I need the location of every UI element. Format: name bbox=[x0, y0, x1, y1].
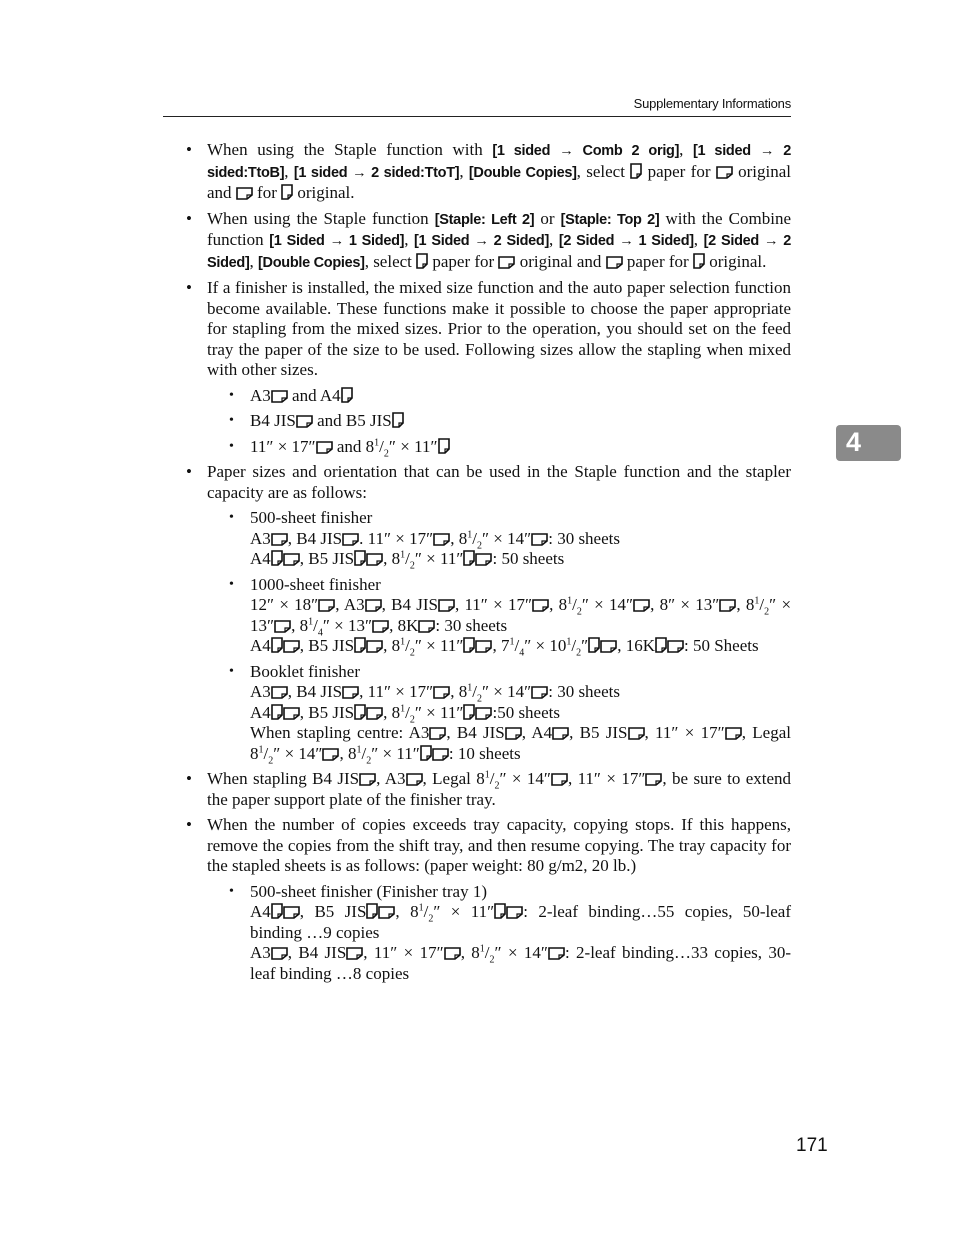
chapter-number: 4 bbox=[846, 427, 862, 457]
text-run: : 30 sheets bbox=[435, 615, 508, 635]
landscape-paper-icon bbox=[475, 553, 492, 566]
portrait-paper-icon bbox=[354, 550, 366, 566]
text-run: A3 bbox=[250, 528, 271, 548]
key-staple-top-2: [Staple: Top 2] bbox=[560, 211, 660, 228]
text-run: ″ × 11″ bbox=[414, 702, 464, 722]
portrait-paper-icon bbox=[494, 903, 506, 919]
landscape-paper-icon bbox=[283, 553, 300, 566]
landscape-paper-icon bbox=[505, 727, 522, 740]
fraction-denominator: 4 bbox=[519, 647, 525, 659]
text-run: , bbox=[249, 251, 259, 271]
fraction-numerator: 1 bbox=[566, 636, 572, 648]
landscape-paper-icon bbox=[418, 620, 435, 633]
fraction-numerator: 1 bbox=[400, 549, 406, 561]
section-title: Supplementary Informations bbox=[633, 96, 791, 111]
fraction-numerator: 1 bbox=[567, 595, 573, 607]
text-run: , 8 bbox=[549, 595, 568, 614]
fraction-denominator: 2 bbox=[409, 560, 415, 572]
text-run: ″ × 14″ bbox=[273, 743, 323, 763]
portrait-paper-icon bbox=[416, 253, 428, 269]
text-run: When stapling B4 JIS bbox=[207, 769, 360, 788]
text-run: : 50 sheets bbox=[492, 549, 565, 568]
text-run: ″ × 11″ bbox=[388, 436, 438, 456]
text-run: , bbox=[693, 230, 704, 249]
landscape-paper-icon bbox=[532, 599, 549, 612]
text-run: , Legal 8 bbox=[422, 769, 485, 788]
note-mixed-size bbox=[186, 278, 791, 457]
text-run: , B4 JIS bbox=[287, 943, 347, 962]
text-run: A4 bbox=[250, 636, 271, 655]
text-run: A4 bbox=[250, 702, 271, 722]
text-run: , 8 bbox=[291, 615, 309, 635]
text-run: A4 , B5 JIS , $8^1/_2'' \times 11''$ , $7^1/_4'' \times 10^1/_2''$ , 16K : 50 Sheets bbox=[250, 636, 759, 659]
fraction-denominator: 2 bbox=[489, 954, 495, 966]
landscape-paper-icon bbox=[432, 748, 449, 761]
text-run: , 8 bbox=[383, 549, 401, 568]
text-run: , 7 bbox=[492, 636, 510, 655]
landscape-paper-icon bbox=[433, 686, 450, 699]
text-run: A3 bbox=[250, 943, 271, 962]
fraction-numerator: 1 bbox=[374, 436, 380, 448]
fraction-denominator: 2 bbox=[409, 647, 415, 659]
text-run: , 8 bbox=[450, 528, 468, 548]
text-run: , B5 JIS bbox=[299, 636, 355, 655]
text-run: • 500-sheet finisher bbox=[250, 508, 373, 527]
text-run: and A4 bbox=[287, 385, 341, 405]
landscape-paper-icon bbox=[322, 748, 339, 761]
fraction-numerator: 1 bbox=[418, 902, 424, 914]
text-run: , B4 JIS bbox=[287, 682, 343, 701]
landscape-paper-icon bbox=[531, 686, 548, 699]
landscape-paper-icon bbox=[372, 620, 389, 633]
landscape-paper-icon bbox=[606, 256, 623, 269]
portrait-paper-icon bbox=[588, 637, 600, 653]
landscape-paper-icon bbox=[271, 686, 288, 699]
text-run: , select bbox=[364, 251, 417, 271]
text-run: and 8 bbox=[332, 436, 375, 456]
text-run: , B5 JIS bbox=[569, 723, 628, 742]
text-run: , 11″ × 17″ bbox=[359, 682, 434, 701]
text-run: 12″ × 18″ , A3 , B4 JIS , 11″ × 17″ , $8^1/_2'' \times 14''$ , 8″ × 13″ , $8^1/_2'' \times 13''$ , $8^1/_4'' \times 13''$ , 8K : 30 sheets bbox=[250, 595, 792, 638]
text-run: , 8 bbox=[395, 902, 419, 921]
fraction-denominator: 2 bbox=[409, 713, 415, 725]
text-run: If a finisher is installed, the mixed size function and the auto paper selection function become available. These functions make it possible to choose the paper appropriate for stapling from the mixed sizes. Prior to the operation, you should set on the feed tray the paper of the size to be used. Following sizes allow the stapling when mixed with other sizes. bbox=[207, 278, 791, 379]
fraction-denominator: 2 bbox=[476, 693, 482, 705]
text-run bbox=[207, 882, 791, 985]
text-run: , bbox=[549, 230, 559, 249]
text-run: Paper sizes and orientation that can be used in the Staple function and the stapler capacity are as follows: bbox=[207, 462, 791, 502]
text-run: • 1000-sheet finisher bbox=[250, 574, 381, 594]
landscape-paper-icon bbox=[296, 415, 313, 428]
portrait-paper-icon bbox=[420, 745, 432, 761]
landscape-paper-icon bbox=[433, 533, 450, 546]
text-run: : 30 sheets bbox=[548, 528, 620, 548]
text-run: , bbox=[284, 161, 294, 181]
fraction-numerator: 1 bbox=[400, 636, 406, 648]
landscape-paper-icon bbox=[318, 599, 335, 612]
fraction-numerator: 1 bbox=[754, 595, 760, 607]
text-run: , 8K bbox=[389, 615, 419, 635]
landscape-paper-icon bbox=[438, 599, 455, 612]
fraction-denominator: 4 bbox=[317, 626, 323, 638]
landscape-paper-icon bbox=[406, 773, 423, 786]
text-run: , 8 bbox=[383, 702, 401, 722]
key-double-copies: [Double Copies] bbox=[468, 164, 577, 181]
text-run: ″ × 14″ bbox=[499, 769, 551, 788]
text-run: : 2-leaf binding…55 copies, 50-leaf binding …9 copies bbox=[250, 902, 791, 942]
text-run: , bbox=[459, 161, 469, 181]
landscape-paper-icon bbox=[475, 640, 492, 653]
note-support-plate: • When stapling B4 JIS , A3 , Legal $8^1/_2'' \times 14''$ , 11″ × 17″ , be sure to extend the paper support plate of the finisher tray. bbox=[186, 769, 791, 810]
mixed-size-item bbox=[229, 386, 791, 407]
landscape-paper-icon bbox=[716, 166, 733, 179]
text-run: paper for bbox=[642, 161, 716, 181]
page-header bbox=[163, 96, 791, 117]
text-run: B4 JIS bbox=[250, 411, 296, 430]
text-run: original. bbox=[293, 183, 355, 202]
text-run: original and bbox=[515, 251, 606, 271]
text-run: A3 bbox=[250, 385, 271, 405]
fraction-numerator: 1 bbox=[484, 769, 490, 781]
text-run: ″ × 11″ bbox=[414, 549, 464, 568]
text-run: , B5 JIS bbox=[299, 902, 367, 921]
portrait-paper-icon bbox=[655, 637, 667, 653]
text-run: paper for bbox=[622, 251, 693, 271]
text-run: ″ × 14″ bbox=[581, 595, 634, 614]
text-run: , A3 bbox=[335, 595, 365, 614]
text-run: A3 bbox=[250, 682, 271, 701]
portrait-paper-icon bbox=[630, 163, 642, 179]
portrait-paper-icon bbox=[438, 438, 450, 454]
portrait-paper-icon bbox=[392, 412, 404, 428]
text-run: When the number of copies exceeds tray capacity, copying stops. If this happens, remove the copies from the shift tray, and then resume copying. The tray capacity for the stapled sheets is as follows: (paper weight: 80 g/m2, 20 lb.) bbox=[207, 815, 791, 875]
fraction-numerator: 1 bbox=[509, 636, 515, 648]
text-run: , 16K bbox=[617, 636, 655, 655]
portrait-paper-icon bbox=[693, 253, 705, 269]
note-staple-1sided bbox=[186, 140, 791, 204]
landscape-paper-icon bbox=[316, 441, 333, 454]
key-1sided-1sided: [1 Sided → 1 Sided] bbox=[269, 233, 405, 249]
fraction-numerator: 1 bbox=[308, 615, 314, 627]
text-run: A4 , B5 JIS , $8^1/_2'' \times 11''$ :50 sheets bbox=[250, 702, 560, 725]
text-run: ″ × 14″ bbox=[481, 528, 532, 548]
landscape-paper-icon bbox=[506, 906, 523, 919]
finisher-tray-1 bbox=[229, 882, 791, 985]
text-run: ″ × 11″ bbox=[414, 636, 464, 655]
landscape-paper-icon bbox=[271, 390, 288, 403]
text-run bbox=[207, 508, 791, 764]
text-run: , A4 bbox=[521, 723, 553, 742]
note-staple-combine bbox=[186, 209, 791, 274]
text-run: original. bbox=[704, 251, 767, 271]
text-run: , B5 JIS bbox=[299, 549, 355, 568]
text-run: , 8 bbox=[736, 595, 755, 614]
landscape-paper-icon bbox=[366, 707, 383, 720]
text-run: 12″ × 18″ bbox=[250, 595, 319, 614]
key-1sided-2sided: [1 Sided → 2 Sided] bbox=[414, 233, 549, 249]
landscape-paper-icon bbox=[498, 256, 515, 269]
landscape-paper-icon bbox=[346, 947, 363, 960]
text-run: :50 sheets bbox=[492, 702, 560, 722]
text-run: : 10 sheets bbox=[448, 743, 521, 763]
landscape-paper-icon bbox=[283, 640, 300, 653]
landscape-paper-icon bbox=[475, 707, 492, 720]
text-run: A3 , B4 JIS , 11″ × 17″ , $8^1/_2'' \times 14''$ : 2-leaf binding…33 copies, 30-leaf binding …8 copies bbox=[250, 943, 791, 983]
portrait-paper-icon bbox=[354, 704, 366, 720]
text-run: • Booklet finisher bbox=[250, 661, 361, 681]
text-run: • 500-sheet finisher (Finisher tray 1) bbox=[250, 881, 487, 901]
chapter-tab bbox=[836, 425, 901, 461]
text-run: with the Combine function bbox=[207, 208, 791, 249]
landscape-paper-icon bbox=[366, 553, 383, 566]
key-double-copies: [Double Copies] bbox=[258, 254, 365, 271]
text-run: , B4 JIS bbox=[446, 723, 505, 742]
portrait-paper-icon bbox=[271, 903, 283, 919]
finisher-1000 bbox=[229, 575, 791, 657]
text-run: , 11″ × 17″ bbox=[454, 595, 533, 614]
landscape-paper-icon bbox=[378, 906, 395, 919]
text-run: A3 , B4 JIS , 11″ × 17″ , $8^1/_2'' \times 14''$ : 30 sheets bbox=[250, 682, 620, 705]
landscape-paper-icon bbox=[283, 906, 300, 919]
text-run: , 8 bbox=[450, 682, 468, 701]
text-run: , be sure to extend the paper support plate of the finisher tray. bbox=[207, 769, 792, 809]
fraction-denominator: 2 bbox=[476, 539, 482, 551]
fraction-denominator: 2 bbox=[494, 780, 500, 792]
landscape-paper-icon bbox=[719, 599, 736, 612]
text-run bbox=[207, 386, 791, 458]
landscape-paper-icon bbox=[271, 533, 288, 546]
fraction-denominator: 2 bbox=[764, 606, 770, 618]
text-run: and B5 JIS bbox=[312, 411, 392, 430]
portrait-paper-icon bbox=[463, 704, 475, 720]
text-run: ″ × 11″ bbox=[433, 902, 495, 921]
text-run: When using the Staple function with bbox=[207, 140, 493, 159]
key-2sided-1sided: [2 Sided → 1 Sided] bbox=[558, 233, 694, 249]
key-2sided-2sided: [2 Sided → 2 Sided] bbox=[207, 233, 792, 271]
landscape-paper-icon bbox=[342, 533, 359, 546]
portrait-paper-icon bbox=[281, 184, 293, 200]
fraction-numerator: 1 bbox=[479, 943, 485, 955]
text-run: , bbox=[404, 230, 415, 249]
landscape-paper-icon bbox=[600, 640, 617, 653]
text-run: A3 , B4 JIS . 11″ × 17″ , $8^1/_2'' \times 14''$ : 30 sheets bbox=[250, 528, 620, 551]
text-run: ″ × 14″ bbox=[481, 682, 532, 701]
text-run: , bbox=[679, 140, 694, 159]
landscape-paper-icon bbox=[628, 727, 645, 740]
page-number: 171 bbox=[796, 1135, 828, 1156]
text-run: , 11″ × 17″ bbox=[567, 769, 646, 788]
text-run: When stapling centre: A3 , B4 JIS , A4 , B5 JIS , 11″ × 17″ , Legal $8^1/_2'' \times 14''$ , $8^1/_2'' \times 11''$ : 10 sheets bbox=[250, 723, 791, 766]
text-run: for bbox=[252, 183, 282, 202]
mixed-size-item: • 11″ × 17″ and $8^1/_2'' \times 11''$ bbox=[229, 437, 791, 458]
landscape-paper-icon bbox=[725, 727, 742, 740]
text-run: When stapling centre: A3 bbox=[250, 723, 430, 742]
text-run: , select bbox=[576, 161, 631, 181]
text-run: , Legal 8 bbox=[250, 723, 791, 763]
fraction-numerator: 1 bbox=[467, 682, 473, 694]
text-run: or bbox=[534, 208, 561, 228]
fraction-denominator: 2 bbox=[576, 647, 582, 659]
fraction-denominator: 2 bbox=[428, 913, 434, 925]
fraction-denominator: 2 bbox=[268, 754, 274, 766]
text-run: A4 , B5 JIS , $8^1/_2'' \times 11''$ : 50 sheets bbox=[250, 549, 565, 572]
text-run: ″ × 11″ bbox=[371, 743, 420, 763]
portrait-paper-icon bbox=[366, 903, 378, 919]
text-run: , B4 JIS bbox=[381, 595, 438, 614]
text-run: , B5 JIS bbox=[299, 702, 355, 722]
key-1sided-2sided-ttob: [1 sided → 2 sided:TtoB] bbox=[207, 143, 791, 181]
landscape-paper-icon bbox=[283, 707, 300, 720]
portrait-paper-icon bbox=[463, 637, 475, 653]
text-run: ″ bbox=[581, 636, 589, 655]
text-run: , B4 JIS bbox=[287, 528, 343, 548]
text-run: original and bbox=[207, 161, 792, 202]
text-run: When using the Staple function bbox=[207, 208, 435, 228]
portrait-paper-icon bbox=[341, 387, 353, 403]
note-tray-capacity bbox=[186, 815, 791, 984]
text-run: , 11″ × 17″ bbox=[363, 943, 444, 962]
text-run: ″ × 14″ bbox=[494, 943, 548, 962]
landscape-paper-icon bbox=[645, 773, 662, 786]
mixed-size-item bbox=[229, 411, 791, 432]
landscape-paper-icon bbox=[531, 533, 548, 546]
landscape-paper-icon bbox=[444, 947, 461, 960]
landscape-paper-icon bbox=[342, 686, 359, 699]
text-run: . 11″ × 17″ bbox=[359, 528, 434, 548]
text-run: , 8″ × 13″ bbox=[650, 595, 720, 614]
fraction-denominator: 2 bbox=[576, 606, 582, 618]
text-run: , 11″ × 17″ bbox=[644, 723, 725, 742]
text-run: , A3 bbox=[376, 769, 406, 788]
landscape-paper-icon bbox=[271, 947, 288, 960]
portrait-paper-icon bbox=[354, 637, 366, 653]
text-run: 11″ × 17″ bbox=[250, 436, 316, 456]
finisher-500 bbox=[229, 508, 791, 570]
landscape-paper-icon bbox=[552, 727, 569, 740]
text-run: : 2-leaf binding…33 copies, 30-leaf binding …8 copies bbox=[250, 943, 791, 983]
landscape-paper-icon bbox=[667, 640, 684, 653]
text-run: A4 bbox=[250, 902, 271, 921]
landscape-paper-icon bbox=[548, 947, 565, 960]
landscape-paper-icon bbox=[359, 773, 376, 786]
fraction-denominator: 2 bbox=[366, 754, 372, 766]
fraction-numerator: 1 bbox=[356, 743, 362, 755]
portrait-paper-icon bbox=[271, 704, 283, 720]
fraction-numerator: 1 bbox=[258, 743, 264, 755]
portrait-paper-icon bbox=[271, 550, 283, 566]
fraction-denominator: 2 bbox=[383, 447, 389, 459]
note-staple-sizes bbox=[186, 462, 791, 764]
text-run: A4 bbox=[250, 549, 271, 568]
finisher-booklet bbox=[229, 662, 791, 765]
landscape-paper-icon bbox=[633, 599, 650, 612]
fraction-numerator: 1 bbox=[467, 528, 473, 540]
text-run: A4 , B5 JIS , $8^1/_2'' \times 11''$ : 2-leaf binding…55 copies, 50-leaf binding …9 copies bbox=[250, 902, 791, 942]
text-run: paper for bbox=[428, 251, 499, 271]
key-staple-left-2: [Staple: Left 2] bbox=[434, 211, 535, 228]
text-run: ″ × 10 bbox=[524, 636, 567, 655]
text-run: : 30 sheets bbox=[548, 682, 620, 701]
landscape-paper-icon bbox=[429, 727, 446, 740]
key-comb-2-orig: [1 sided → Comb 2 orig] bbox=[492, 143, 680, 159]
text-run: ″ × 13″ bbox=[250, 595, 792, 635]
text-run: , 8 bbox=[339, 743, 357, 763]
landscape-paper-icon bbox=[551, 773, 568, 786]
text-run: ″ × 13″ bbox=[322, 615, 373, 635]
page-content bbox=[186, 140, 791, 989]
text-run: , 8 bbox=[460, 943, 480, 962]
landscape-paper-icon bbox=[365, 599, 382, 612]
portrait-paper-icon bbox=[463, 550, 475, 566]
key-1sided-2sided-ttot: [1 sided → 2 sided:TtoT] bbox=[293, 164, 460, 181]
landscape-paper-icon bbox=[236, 187, 253, 200]
fraction-numerator: 1 bbox=[400, 702, 406, 714]
text-run: , 8 bbox=[383, 636, 401, 655]
text-run: : 50 Sheets bbox=[683, 636, 759, 655]
landscape-paper-icon bbox=[366, 640, 383, 653]
landscape-paper-icon bbox=[274, 620, 291, 633]
portrait-paper-icon bbox=[271, 637, 283, 653]
